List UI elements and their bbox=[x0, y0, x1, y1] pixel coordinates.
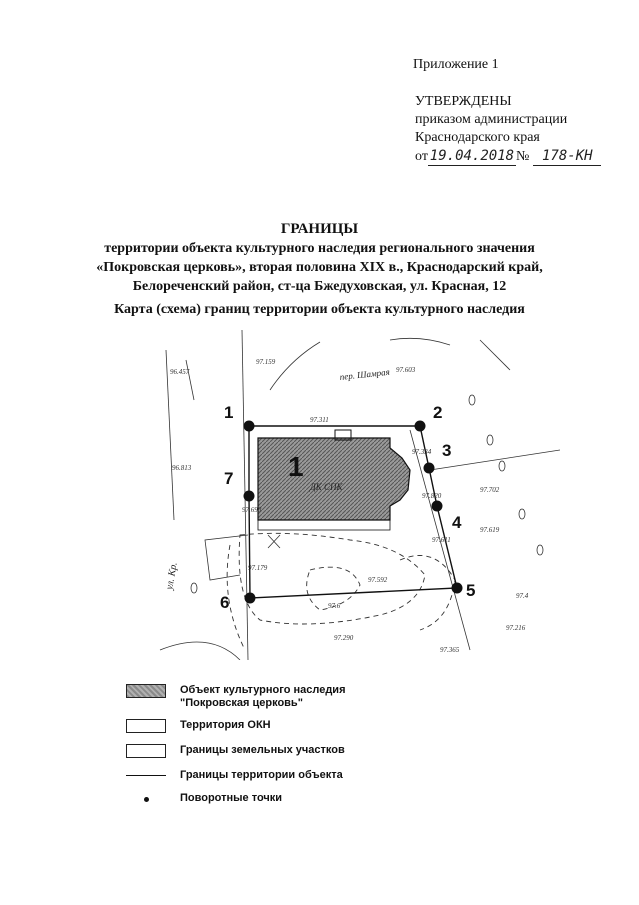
legend-item-turning-points bbox=[126, 792, 282, 806]
turning-point bbox=[244, 421, 255, 432]
turning-point bbox=[244, 491, 255, 502]
approved-line-2: приказом администрации bbox=[415, 112, 568, 127]
turning-point bbox=[245, 593, 256, 604]
legend-swatch-hatched bbox=[126, 684, 166, 698]
turning-point bbox=[415, 421, 426, 432]
object-number: 1 bbox=[288, 451, 304, 482]
number-prefix: № bbox=[515, 149, 530, 164]
elevation-mark: 97.4 bbox=[516, 592, 529, 600]
order-date: 19.04.2018 bbox=[429, 148, 515, 164]
elevation-mark: 96.813 bbox=[172, 464, 192, 472]
legend-swatch-empty bbox=[126, 744, 166, 758]
legend-label-line-1: Объект культурного наследия bbox=[180, 684, 346, 696]
approved-line-3: Краснодарского края bbox=[415, 130, 540, 145]
turning-point bbox=[432, 501, 443, 512]
elevation-mark: 96.457 bbox=[170, 368, 190, 376]
legend-label-line-2: "Покровская церковь" bbox=[180, 697, 303, 709]
street-side-label: ул. Кр. bbox=[164, 561, 180, 591]
legend-label: Территория ОКН bbox=[180, 719, 271, 731]
point-label: 4 bbox=[452, 513, 462, 532]
elevation-mark: 97.311 bbox=[310, 416, 329, 424]
building-label: ДК СПК bbox=[310, 482, 343, 492]
point-label: 3 bbox=[442, 441, 452, 460]
elevation-mark: 97.592 bbox=[368, 576, 388, 584]
title-line-3: «Покровская церковь», вторая половина XIX в., Краснодарский край, bbox=[96, 260, 543, 275]
title-line-2: территории объекта культурного наследия регионального значения bbox=[104, 241, 535, 256]
document-title bbox=[0, 220, 639, 296]
elevation-mark: 97.290 bbox=[334, 634, 354, 642]
legend-swatch-empty bbox=[126, 719, 166, 733]
point-label: 5 bbox=[466, 581, 476, 600]
title-line-1: ГРАНИЦЫ bbox=[280, 221, 359, 237]
elevation-mark: 97.702 bbox=[480, 486, 500, 494]
elevation-mark: 97.690 bbox=[242, 506, 262, 514]
approval-block bbox=[415, 93, 601, 166]
point-label: 6 bbox=[220, 593, 230, 612]
point-label: 2 bbox=[433, 403, 443, 422]
elevation-mark: 97.6 bbox=[328, 602, 341, 610]
elevation-mark: 97.820 bbox=[422, 492, 442, 500]
order-number: 178-КН bbox=[533, 147, 601, 166]
point-label: 1 bbox=[224, 403, 234, 422]
elevation-mark: 97.159 bbox=[256, 358, 276, 366]
title-line-4: Белореченский район, ст-ца Бжедуховская, ул. Красная, 12 bbox=[132, 279, 507, 294]
legend-swatch-dot bbox=[126, 792, 166, 806]
church-footprint bbox=[258, 430, 410, 530]
legend-item-land-plots bbox=[126, 744, 345, 758]
legend-item-heritage-object bbox=[126, 684, 345, 710]
elevation-mark: 97.365 bbox=[440, 646, 460, 654]
elevation-mark: 97.611 bbox=[432, 536, 451, 544]
land-plot-boundaries bbox=[227, 533, 455, 650]
street-label: пер. Шамрая bbox=[339, 366, 391, 382]
elevation-mark: 97.216 bbox=[506, 624, 526, 632]
appendix-label: Приложение 1 bbox=[413, 57, 499, 72]
elevation-mark: 97.334 bbox=[412, 448, 432, 456]
turning-point bbox=[452, 583, 463, 594]
legend-item-territory bbox=[126, 719, 271, 733]
order-line bbox=[415, 147, 601, 166]
legend-swatch-line bbox=[126, 775, 166, 776]
approved-title: УТВЕРЖДЕНЫ bbox=[415, 94, 512, 109]
turning-point bbox=[424, 463, 435, 474]
legend-label: Поворотные точки bbox=[180, 792, 283, 804]
dot-icon bbox=[144, 797, 149, 802]
date-prefix: от bbox=[415, 149, 428, 164]
legend-label: Границы территории объекта bbox=[180, 769, 343, 781]
elevation-mark: 97.603 bbox=[396, 366, 416, 374]
point-label: 7 bbox=[224, 469, 234, 488]
legend-item-object-boundary bbox=[126, 769, 343, 782]
elevation-mark: 97.619 bbox=[480, 526, 500, 534]
elevation-mark: 97.179 bbox=[248, 564, 268, 572]
boundary-map bbox=[150, 330, 560, 660]
map-caption: Карта (схема) границ территории объекта культурного наследия bbox=[114, 302, 525, 317]
legend-label: Границы земельных участков bbox=[180, 744, 345, 756]
legend-label bbox=[180, 684, 345, 710]
